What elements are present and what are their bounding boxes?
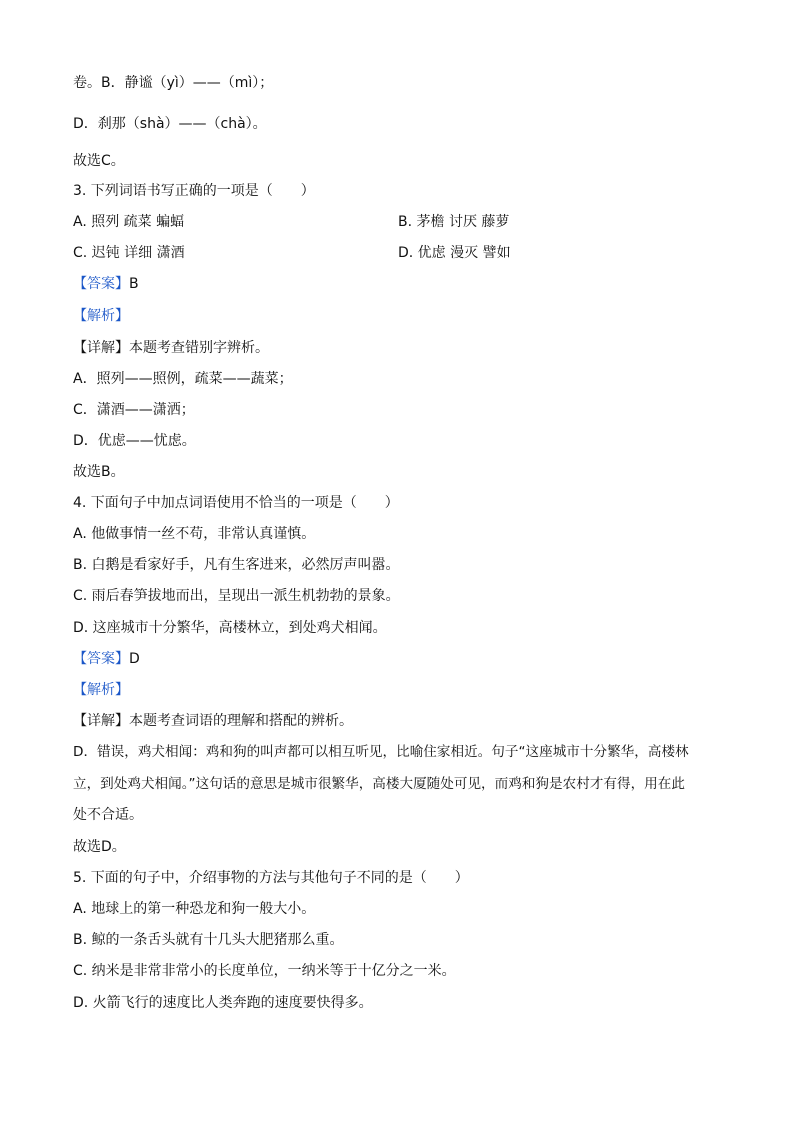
explanation-3c: C．潇酒——潇洒； bbox=[73, 402, 195, 418]
answer-3 bbox=[73, 274, 139, 294]
analysis-tag-4: 【解析】 bbox=[73, 682, 129, 698]
explanation-3a: A．照列——照例，疏菜——蔬菜； bbox=[73, 371, 293, 387]
answer-value: D bbox=[129, 651, 140, 667]
q5-option-c: C. 纳米是非常非常小的长度单位，一纳米等于十亿分之一米。 bbox=[73, 963, 456, 979]
question-5: 5. 下面的句子中，介绍事物的方法与其他句子不同的是（ ） bbox=[73, 870, 469, 886]
text-line: 卷。B．静谧（yì）——（mì）； bbox=[73, 75, 274, 91]
text-line: 故选C。 bbox=[73, 153, 125, 169]
detail-4: 【详解】本题考查词语的理解和搭配的辨析。 bbox=[73, 713, 353, 729]
detail-3: 【详解】本题考查错别字辨析。 bbox=[73, 340, 269, 356]
explanation-4-line2: 立，到处鸡犬相闻。”这句话的意思是城市很繁华，高楼大厦随处可见，而鸡和狗是农村才有得，用在此 bbox=[73, 776, 685, 792]
choice-4: 故选D。 bbox=[73, 839, 126, 855]
text-line: D．刹那（shà）——（chà）。 bbox=[73, 116, 267, 132]
q4-option-d: D. 这座城市十分繁华，高楼林立，到处鸡犬相闻。 bbox=[73, 620, 387, 636]
q3-option-b: B. 茅檐 讨厌 藤萝 bbox=[398, 214, 510, 230]
explanation-4-line3: 处不合适。 bbox=[73, 807, 143, 823]
q4-option-a: A. 他做事情一丝不苟，非常认真谨慎。 bbox=[73, 526, 316, 542]
q5-option-d: D. 火箭飞行的速度比人类奔跑的速度要快得多。 bbox=[73, 995, 373, 1011]
answer-4 bbox=[73, 649, 140, 669]
explanation-3d: D．优虑——忧虑。 bbox=[73, 433, 196, 449]
explanation-4-line1: D．错误，鸡犬相闻：鸡和狗的叫声都可以相互听见，比喻住家相近。句子“这座城市十分繁华，高楼林 bbox=[73, 744, 689, 760]
q3-option-c: C. 迟钝 详细 潇酒 bbox=[73, 245, 185, 261]
q5-option-b: B. 鲸的一条舌头就有十几头大肥猪那么重。 bbox=[73, 932, 344, 948]
q3-option-a: A. 照列 疏菜 蝙蝠 bbox=[73, 214, 185, 230]
choice-3: 故选B。 bbox=[73, 464, 125, 480]
question-3: 3. 下列词语书写正确的一项是（ ） bbox=[73, 183, 315, 199]
q5-option-a: A. 地球上的第一种恐龙和狗一般大小。 bbox=[73, 901, 316, 917]
question-4: 4. 下面句子中加点词语使用不恰当的一项是（ ） bbox=[73, 495, 399, 511]
answer-value: B bbox=[129, 276, 139, 292]
q3-option-d: D. 优虑 漫灭 譬如 bbox=[398, 245, 511, 261]
analysis-tag-3: 【解析】 bbox=[73, 308, 129, 324]
q4-option-c: C. 雨后春笋拔地而出，呈现出一派生机勃勃的景象。 bbox=[73, 588, 400, 604]
answer-tag: 【答案】 bbox=[73, 276, 129, 292]
answer-tag: 【答案】 bbox=[73, 651, 129, 667]
q4-option-b: B. 白鹅是看家好手，凡有生客进来，必然厉声叫嚣。 bbox=[73, 557, 400, 573]
